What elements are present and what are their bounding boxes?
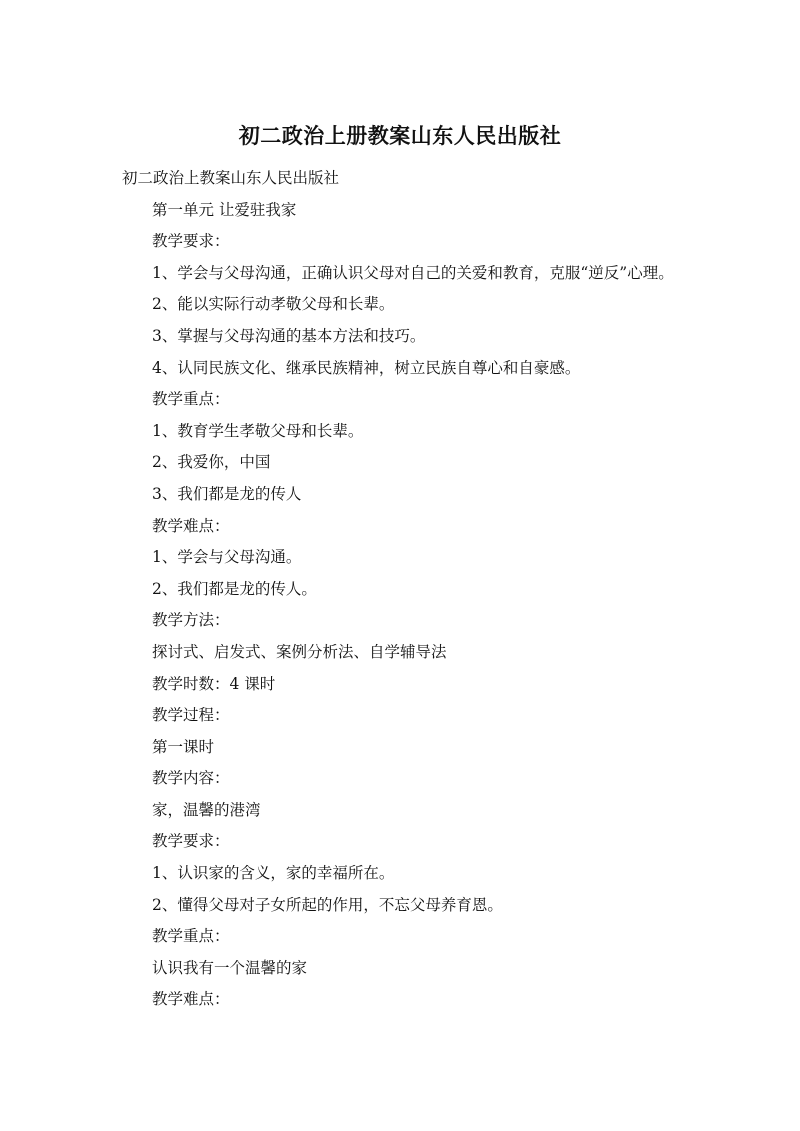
paragraph-15: 探讨式、启发式、案例分析法、自学辅导法 (152, 642, 447, 661)
paragraph-0: 初二政治上教案山东人民出版社 (122, 169, 340, 187)
paragraph-5: 3、掌握与父母沟通的基本方法和技巧。 (152, 326, 426, 345)
paragraph-17: 教学过程： (152, 706, 230, 725)
paragraph-8: 1、教育学生孝敬父母和长辈。 (152, 421, 364, 440)
paragraph-2: 教学要求： (152, 232, 230, 251)
paragraph-19: 教学内容： (152, 769, 230, 788)
paragraph-7: 教学重点： (152, 390, 230, 409)
paragraph-4: 2、能以实际行动孝敬父母和长辈。 (152, 295, 395, 314)
paragraph-21: 教学要求： (152, 832, 230, 851)
paragraph-20: 家，温馨的港湾 (152, 800, 261, 819)
paragraph-25: 认识我有一个温馨的家 (152, 958, 308, 977)
paragraph-3: 1、学会与父母沟通，正确认识父母对自己的关爱和教育，克服“逆反”心理。 (152, 263, 674, 282)
document-body (122, 163, 682, 1016)
paragraph-6: 4、认同民族文化、继承民族精神，树立民族自尊心和自豪感。 (152, 358, 581, 377)
paragraph-22: 1、认识家的含义，家的幸福所在。 (152, 864, 395, 883)
paragraph-12: 1、学会与父母沟通。 (152, 548, 302, 567)
paragraph-9: 2、我爱你，中国 (152, 453, 271, 472)
paragraph-13: 2、我们都是龙的传人。 (152, 579, 317, 598)
document-title: 初二政治上册教案山东人民出版社 (238, 124, 562, 148)
paragraph-26: 教学难点： (152, 990, 230, 1009)
paragraph-11: 教学难点： (152, 516, 230, 535)
paragraph-1: 第一单元 让爱驻我家 (152, 200, 297, 219)
paragraph-10: 3、我们都是龙的传人 (152, 484, 302, 503)
paragraph-16: 教学时数：4 课时 (152, 674, 276, 693)
paragraph-23: 2、懂得父母对子女所起的作用，不忘父母养育恩。 (152, 895, 503, 914)
paragraph-18: 第一课时 (152, 737, 215, 756)
paragraph-24: 教学重点： (152, 927, 230, 946)
paragraph-14: 教学方法： (152, 611, 230, 630)
